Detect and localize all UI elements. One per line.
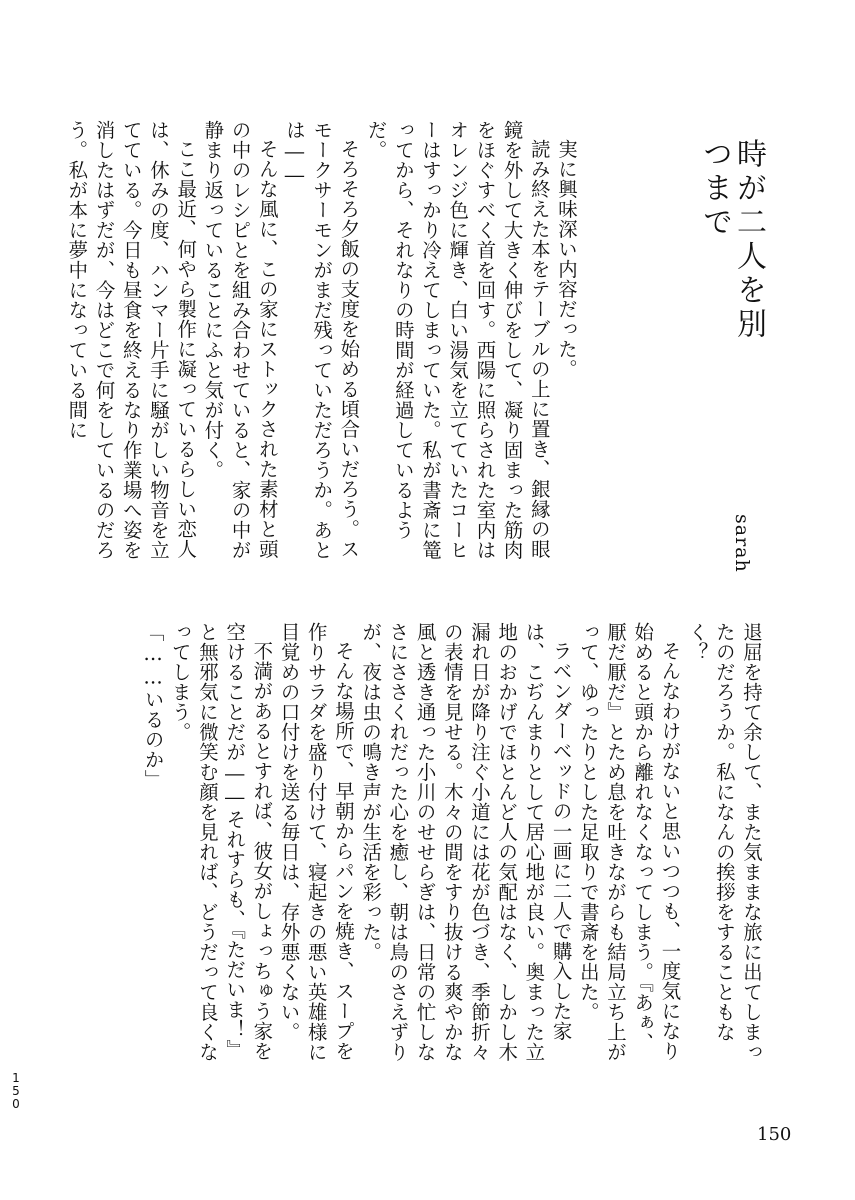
paragraph: 「……いるのか」: [141, 622, 165, 790]
lower-text-block: [139, 622, 765, 1072]
paragraph: そろそろ夕飯の支度を始める頃合いだろう。スモークサーモンがまだ残っていただろうか。あとは――: [282, 120, 361, 560]
paragraph: ラベンダーベッドの一画に二人で購入した家は、こぢんまりとして居心地が良い。奥まった立地のおかげでほとんど人の気配はなく、しかし木漏れ日が降り注ぐ小道には花が色づき、季節折々の表情を見せる。木々の間をすり抜ける爽やかな風と透き通った小川のせせらぎは、日常の忙しなさにささくれだった心を癒し、朝は鳥のさえずりが、夜は虫の鳴き声が生活を彩った。: [359, 622, 573, 1062]
paragraph: 不満があるとすれば、彼女がしょっちゅう家を空けることだが――それすらも、『ただいま！』と無邪気に微笑む顔を見れば、どうだって良くなってしまう。: [168, 622, 274, 1062]
paragraph: そんな場所で、早朝からパンを焼き、スープを作りサラダを盛り付けて、寝起きの悪い英雄様に目覚めの口付けを送る毎日は、存外悪くない。: [277, 622, 355, 1062]
paragraph: そんなわけがないと思いつつも、一度気になり始めると頭から離れなくなってしまう。『あぁ、厭だ厭だ』とため息を吐きながらも結局立ち上がって、ゆったりとした足取りで書斎を出た。: [576, 622, 682, 1062]
margin-page-number: [10, 1072, 22, 1111]
paragraph: 退屈を持て余して、また気ままな旅に出てしまったのだろうか。私になんの挨拶をすることもなく？: [685, 622, 763, 1062]
upper-text-block: [63, 120, 580, 575]
paragraph: そんな風に、この家にストックされた素材と頭の中のレシピとを組み合わせていると、家の中が静まり返っていることにふと気が付く。: [201, 120, 279, 560]
margin-digit: 5: [12, 1084, 20, 1098]
paragraph: 実に興味深い内容だった。: [555, 139, 578, 380]
margin-digit: 0: [12, 1097, 20, 1111]
story-title: 時が二人を別つまで: [697, 138, 766, 342]
page-number: 150: [757, 1124, 792, 1145]
paragraph: ここ最近、何やら製作に凝っているらしい恋人は、休みの度、ハンマー片手に騒がしい物音を立てている。今日も昼食を終えるなり作業場へ姿を消したはずだが、今はどこで何をしているのだろう。私が本に夢中になっている間に: [65, 120, 198, 560]
margin-digit: 1: [12, 1071, 20, 1085]
paragraph: 読み終えた本をテーブルの上に置き、銀縁の眼鏡を外して大きく伸びをして、凝り固まった筋肉をほぐすべく首を回す。西陽に照らされた室内はオレンジ色に輝き、白い湯気を立てていたコーヒーはすっかり冷えてしまっていた。私が書斎に篭ってから、それなりの時間が経過しているようだ。: [364, 120, 551, 560]
author-name: sarah: [731, 514, 753, 573]
